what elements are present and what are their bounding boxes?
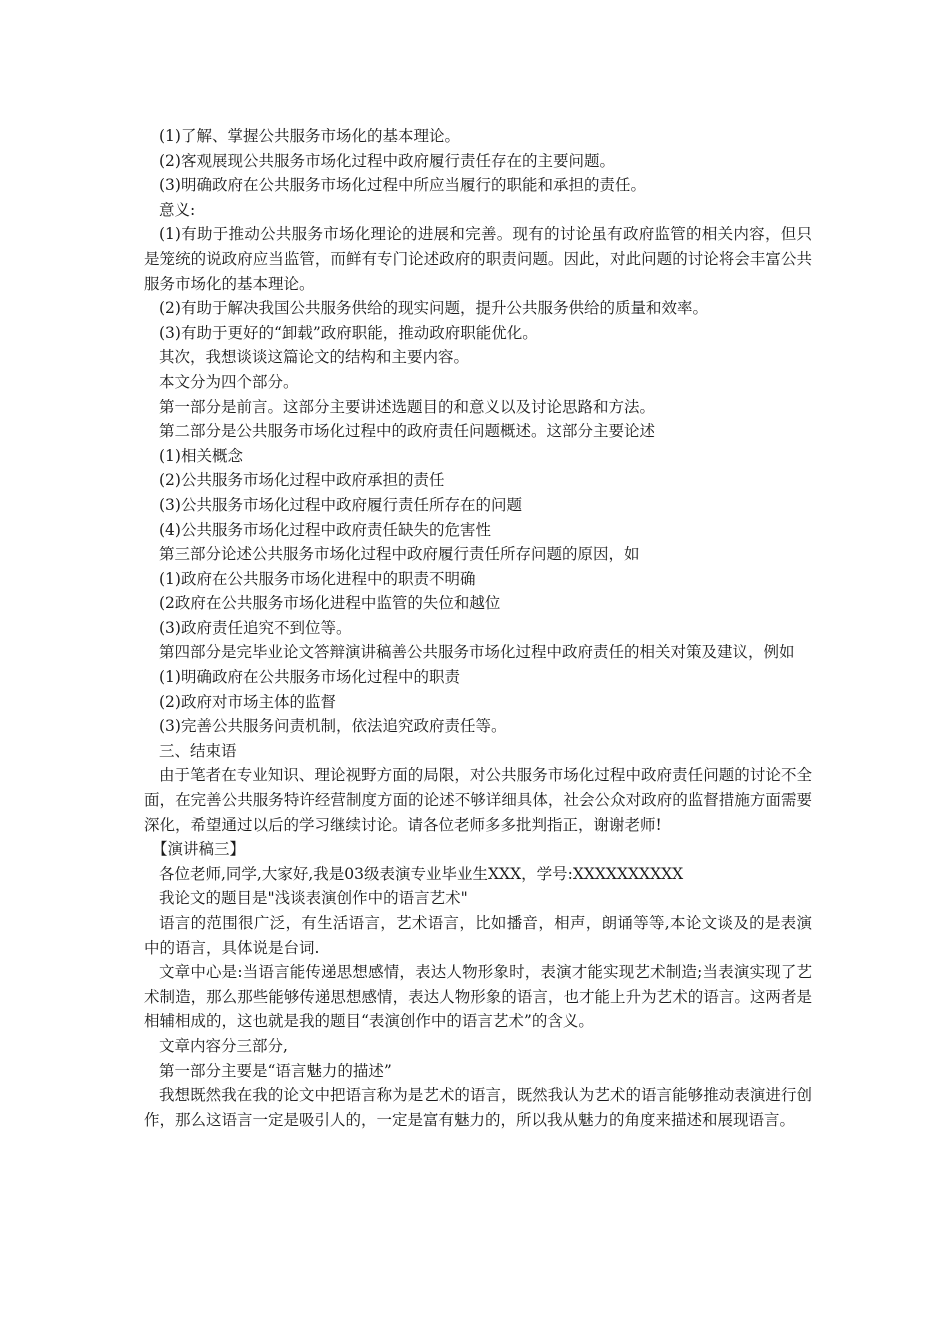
- list-item: (3)政府责任追究不到位等。: [159, 618, 352, 637]
- paragraph: 文章中心是:当语言能传递思想感情，表达人物形象时，表演才能实现艺术制造;当表演实现了艺术制造，那么那些能够传递思想感情，表达人物形象的语言，也才能上升为艺术的语言。这两者是相辅相成的，这也就是我的题目“表演创作中的语言艺术”的含义。: [144, 963, 812, 1031]
- paragraph: 第一部分是前言。这部分主要讲述选题目的和意义以及讨论思路和方法。: [159, 397, 656, 416]
- list-item: (2)客观展现公共服务市场化过程中政府履行责任存在的主要问题。: [159, 151, 615, 170]
- list-item: (2)公共服务市场化过程中政府承担的责任: [159, 471, 445, 490]
- paragraph: 各位老师,同学,大家好,我是03级表演专业毕业生XXX，学号:XXXXXXXXXX: [159, 864, 684, 883]
- paragraph: 文章内容分三部分,: [159, 1036, 288, 1055]
- paragraph: 第一部分主要是“语言魅力的描述”: [159, 1061, 392, 1080]
- paragraph: (1)有助于推动公共服务市场化理论的进展和完善。现有的讨论虽有政府监管的相关内容，但只是笼统的说政府应当监管，而鲜有专门论述政府的职责问题。因此，对此问题的讨论将会丰富公共服务市场化的基本理论。: [144, 225, 812, 293]
- list-item: (3)完善公共服务问责机制，依法追究政府责任等。: [159, 717, 507, 736]
- list-item: (2)政府对市场主体的监督: [159, 692, 336, 711]
- list-item: (3)公共服务市场化过程中政府履行责任所存在的问题: [159, 495, 522, 514]
- list-item: (2政府在公共服务市场化进程中监管的失位和越位: [159, 594, 501, 613]
- section-heading: 【演讲稿三】: [152, 840, 246, 859]
- list-item: (1)相关概念: [159, 446, 243, 465]
- section-label: 意义:: [159, 200, 196, 219]
- paragraph: 语言的范围很广泛，有生活语言，艺术语言，比如播音，相声，朗诵等等,本论文谈及的是表演中的语言，具体说是台词.: [144, 914, 812, 957]
- paragraph: 由于笔者在专业知识、理论视野方面的局限，对公共服务市场化过程中政府责任问题的讨论不全面，在完善公共服务特许经营制度方面的论述不够详细具体，社会公众对政府的监督措施方面需要深化，希望通过以后的学习继续讨论。请各位老师多多批判指正，谢谢老师!: [144, 766, 812, 834]
- list-item: (3)有助于更好的“卸载”政府职能，推动政府职能优化。: [159, 323, 538, 342]
- list-item: (4)公共服务市场化过程中政府责任缺失的危害性: [159, 520, 491, 539]
- paragraph: 本文分为四个部分。: [159, 372, 299, 391]
- paragraph: 第三部分论述公共服务市场化过程中政府履行责任所存问题的原因，如: [159, 545, 640, 564]
- list-item: (1)明确政府在公共服务市场化过程中的职责: [159, 668, 460, 687]
- paragraph: 我论文的题目是"浅谈表演创作中的语言艺术": [159, 889, 468, 908]
- paragraph: 我想既然我在我的论文中把语言称为是艺术的语言，既然我认为艺术的语言能够推动表演进行创作，那么这语言一定是吸引人的，一定是富有魅力的，所以我从魅力的角度来描述和展现语言。: [144, 1086, 812, 1129]
- paragraph: 第四部分是完毕业论文答辩演讲稿善公共服务市场化过程中政府责任的相关对策及建议，例如: [159, 643, 795, 662]
- list-item: (3)明确政府在公共服务市场化过程中所应当履行的职能和承担的责任。: [159, 176, 646, 195]
- list-item: (1)了解、掌握公共服务市场化的基本理论。: [159, 127, 460, 145]
- document-body: [144, 124, 812, 1132]
- section-heading: 三、结束语: [159, 741, 237, 760]
- paragraph: 第二部分是公共服务市场化过程中的政府责任问题概述。这部分主要论述: [159, 422, 656, 441]
- list-item: (1)政府在公共服务市场化进程中的职责不明确: [159, 569, 476, 588]
- list-item: (2)有助于解决我国公共服务供给的现实问题，提升公共服务供给的质量和效率。: [159, 299, 708, 318]
- paragraph: 其次，我想谈谈这篇论文的结构和主要内容。: [159, 348, 470, 367]
